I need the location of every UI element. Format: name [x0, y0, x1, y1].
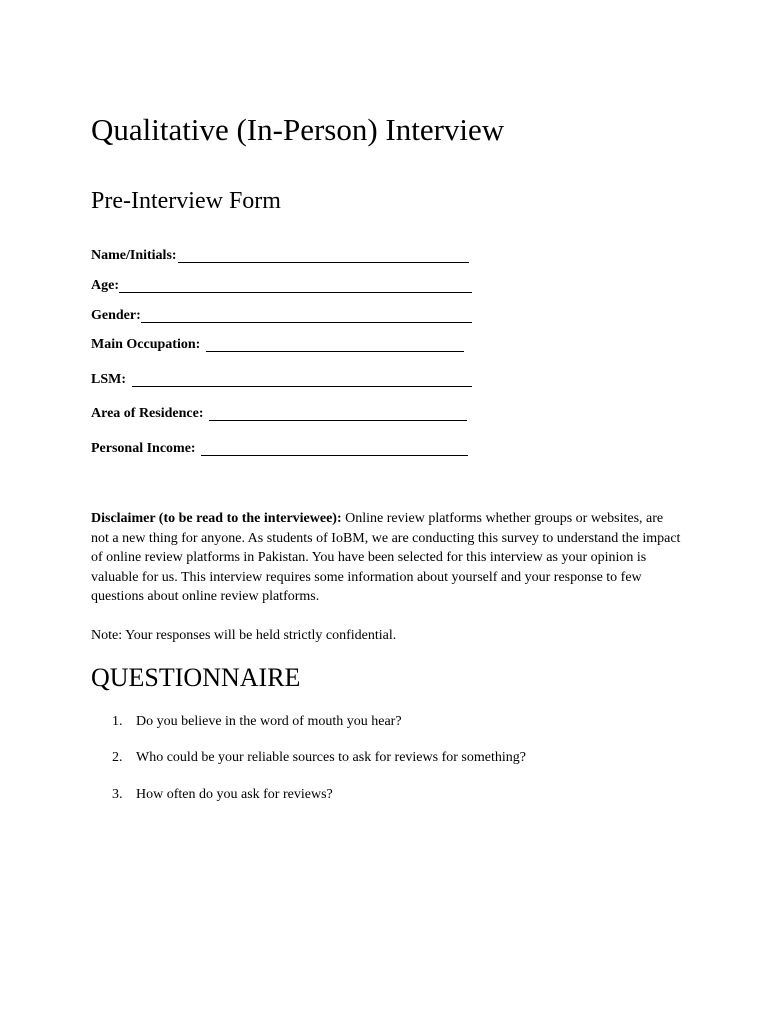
field-area-of-residence: [91, 402, 467, 422]
confidentiality-note: Note: Your responses will be held strictly confidential.: [91, 628, 397, 643]
disclaimer-paragraph: [91, 509, 681, 607]
question-item: [112, 786, 333, 804]
field-lsm: [91, 368, 472, 388]
fill-in-line[interactable]: [119, 292, 472, 293]
field-gender: [91, 304, 472, 324]
fill-in-line[interactable]: [209, 420, 467, 421]
field-age: [91, 274, 472, 294]
field-personal-income: [91, 437, 468, 457]
field-label: Area of Residence:: [91, 406, 204, 421]
field-name-initials: [91, 244, 469, 264]
disclaimer-label: Disclaimer (to be read to the interviewee):: [91, 511, 342, 526]
question-item: [112, 713, 402, 731]
field-label: Age:: [91, 278, 119, 293]
field-label: Name/Initials:: [91, 248, 177, 263]
form-subtitle: Pre-Interview Form: [91, 188, 281, 214]
field-label: LSM:: [91, 372, 126, 387]
field-label: Personal Income:: [91, 441, 196, 456]
question-text: How often do you ask for reviews?: [136, 787, 333, 802]
question-number: 2.: [112, 750, 123, 765]
question-text: Do you believe in the word of mouth you hear?: [136, 714, 402, 729]
question-number: 3.: [112, 787, 123, 802]
questionnaire-heading: QUESTIONNAIRE: [91, 663, 301, 692]
field-main-occupation: [91, 333, 464, 353]
question-item: [112, 749, 526, 767]
fill-in-line[interactable]: [206, 351, 464, 352]
fill-in-line[interactable]: [178, 262, 469, 263]
document-title: Qualitative (In-Person) Interview: [91, 112, 505, 147]
field-label: Main Occupation:: [91, 337, 201, 352]
question-number: 1.: [112, 714, 123, 729]
fill-in-line[interactable]: [201, 455, 468, 456]
field-label: Gender:: [91, 308, 141, 323]
fill-in-line[interactable]: [141, 322, 472, 323]
question-text: Who could be your reliable sources to ask for reviews for something?: [136, 750, 526, 765]
disclaimer-text: Online review platforms whether groups or websites, are not a new thing for anyone. As students of IoBM, we are conducting this survey to understand the impact of online review platforms in Pakistan. You have been selected for this interview as your opinion is valuable for us. This interview requires some information about yourself and your response to few questions about online review platforms.: [91, 511, 681, 604]
fill-in-line[interactable]: [132, 386, 472, 387]
